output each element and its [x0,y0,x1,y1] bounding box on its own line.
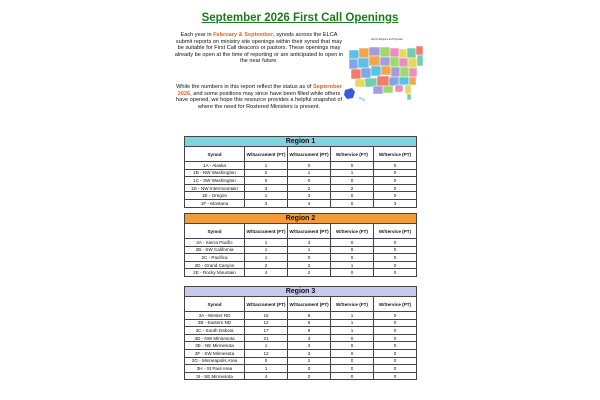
synod-shape [365,78,377,87]
synod-shape [417,55,423,66]
count-cell: 2 [331,184,374,192]
synod-name-cell: 1A - Alaska [185,162,245,170]
synod-shape [380,47,390,57]
count-cell: 0 [245,177,288,185]
table-row [185,334,417,342]
count-cell: 0 [331,177,374,185]
count-cell: 1 [245,192,288,200]
count-cell: 0 [331,349,374,357]
table-row [185,269,417,277]
column-header-wsacrament-pt: W/Sacrament (PT) [288,224,331,239]
count-cell: 0 [374,349,417,357]
intro-text: , and some positions may since have been filled while others have opened, we hope this resource provides a helpful snapshot of where the need for Rostered Ministers is present. [175,90,343,110]
synod-shape [407,94,411,100]
synod-name-cell: 1E - Oregon [185,192,245,200]
count-cell: 0 [331,192,374,200]
column-header-wsacrament-pt: W/Sacrament (PT) [288,147,331,162]
synod-shape [407,48,416,58]
count-cell: 0 [374,169,417,177]
count-cell: 0 [331,246,374,254]
region-2-table [184,213,417,277]
count-cell: 4 [245,372,288,380]
count-cell: 3 [288,239,331,247]
column-header-wservice-ft: W/Service (FT) [331,224,374,239]
table-row [185,239,417,247]
count-cell: 3 [288,192,331,200]
intro-text: While the numbers in this report reflect the status as of [176,84,313,90]
count-cell: 0 [374,239,417,247]
count-cell: 0 [374,319,417,327]
region-title: Region 3 [185,287,417,297]
count-cell: 0 [288,177,331,185]
count-cell: 0 [374,312,417,320]
synod-shape [355,79,365,87]
count-cell: 0 [374,327,417,335]
synod-shape [349,50,359,59]
synod-shape [390,57,399,67]
column-header-synod: Synod [185,147,245,162]
intro-paragraph-1 [174,32,344,65]
count-cell: 0 [331,357,374,365]
synod-name-cell: 3G - Minneapolis Area [185,357,245,365]
synod-name-cell: 2C - Pacifica [185,254,245,262]
count-cell: 0 [331,372,374,380]
count-cell: 0 [374,342,417,350]
synod-name-cell: 2E - Rocky Mountain [185,269,245,277]
count-cell: 1 [288,169,331,177]
count-cell: 1 [245,246,288,254]
map-regions [344,46,423,101]
count-cell: 2 [288,357,331,365]
table-row [185,327,417,335]
table-row [185,199,417,207]
count-cell: 12 [245,319,288,327]
table-row [185,312,417,320]
column-header-wsacrament-ft: W/Sacrament (FT) [245,297,288,312]
synod-shape [405,85,411,94]
column-header-wservice-pt: W/Service (PT) [374,224,417,239]
synod-name-cell: 1D - NW Intermountain [185,184,245,192]
count-cell: 1 [288,246,331,254]
count-cell: 0 [374,246,417,254]
count-cell: 1 [245,254,288,262]
count-cell: 4 [245,269,288,277]
synod-shape [383,86,393,93]
region-title: Region 1 [185,137,417,147]
count-cell: 3 [245,199,288,207]
synod-shape [390,48,399,57]
synod-shape [399,77,409,85]
synod-shape [351,69,361,79]
synod-shape [381,66,391,75]
synod-shape [389,77,399,86]
synod-shape [408,58,417,68]
column-header-wsacrament-ft: W/Sacrament (FT) [245,224,288,239]
count-cell: 2 [245,169,288,177]
column-header-synod: Synod [185,224,245,239]
count-cell: 0 [374,372,417,380]
count-cell: 2 [288,372,331,380]
synod-shape [359,48,369,58]
synod-name-cell: 3E - NE Minnesota [185,342,245,350]
count-cell: 4 [288,199,331,207]
table-row [185,342,417,350]
synod-shape [361,68,371,78]
count-cell: 0 [374,162,417,170]
count-cell: 3 [288,334,331,342]
synod-name-cell: 2B - SW California [185,246,245,254]
table-row [185,254,417,262]
synod-shape [369,47,380,56]
synod-name-cell: 3C - South Dakota [185,327,245,335]
table-row [185,372,417,380]
count-cell: 3 [374,199,417,207]
count-cell: 1 [245,342,288,350]
synod-shape [373,86,383,94]
synod-shape [395,85,403,92]
map-caption: ELCA Regions and Synods [371,38,403,41]
count-cell: 0 [288,162,331,170]
column-header-wsacrament-pt: W/Sacrament (PT) [288,297,331,312]
count-cell: 1 [331,261,374,269]
table-row [185,177,417,185]
count-cell: 0 [374,261,417,269]
region-3-rows [185,312,417,380]
count-cell: 2 [288,269,331,277]
column-header-wservice-pt: W/Service (PT) [374,147,417,162]
count-cell: 0 [331,365,374,373]
synod-name-cell: 3B - Eastern ND [185,319,245,327]
column-header-wservice-pt: W/Service (PT) [374,297,417,312]
count-cell: 0 [331,269,374,277]
alaska-shape [344,88,355,99]
count-cell: 0 [374,365,417,373]
table-row [185,192,417,200]
count-cell: 0 [245,357,288,365]
region-1-rows [185,162,417,208]
synod-shape [409,68,417,77]
count-cell: 8 [288,327,331,335]
hawaii-shape [359,97,361,99]
synod-name-cell: 2A - Sierra Pacific [185,239,245,247]
count-cell: 0 [331,239,374,247]
synod-shape [391,67,400,77]
count-cell: 1 [245,239,288,247]
table-row [185,169,417,177]
synod-shape [409,77,416,85]
synod-name-cell: 3F - SW Minnesota [185,349,245,357]
count-cell: 1 [331,169,374,177]
count-cell: 0 [331,342,374,350]
count-cell: 1 [245,365,288,373]
column-header-wsacrament-ft: W/Sacrament (FT) [245,147,288,162]
count-cell: 1 [331,312,374,320]
count-cell: 0 [288,254,331,262]
table-row [185,319,417,327]
count-cell: 1 [245,162,288,170]
count-cell: 3 [288,342,331,350]
hawaii-shape [361,98,363,100]
synod-shape [399,58,408,67]
count-cell: 0 [374,334,417,342]
table-row [185,184,417,192]
synod-shape [349,59,358,69]
column-header-synod: Synod [185,297,245,312]
synod-shape [371,66,381,76]
count-cell: 0 [331,334,374,342]
count-cell: 21 [245,334,288,342]
count-cell: 2 [288,184,331,192]
synod-name-cell: 3D - NW Minnesota [185,334,245,342]
table-row [185,357,417,365]
synod-name-cell: 3H - St Paul Area [185,365,245,373]
table-row [185,261,417,269]
count-cell: 2 [288,261,331,269]
intro-text: , synods across the ELCA submit reports on ministry site openings within their synod that may be suitable for First Call deacons or pastors. These openings may already be open at the time of reporting or are anticipated to open in the near future. [174,32,344,65]
hawaii-shape [363,99,365,101]
table-row [185,162,417,170]
count-cell: 0 [374,184,417,192]
intro-highlight: September 2026 [177,84,342,97]
synod-name-cell: 3A - Wester ND [185,312,245,320]
region-3-table [184,286,417,380]
intro-paragraph-2 [174,84,344,110]
count-cell: 8 [288,312,331,320]
synod-shape [399,49,407,58]
count-cell: 3 [288,349,331,357]
synod-name-cell: 3I - SE Minnesota [185,372,245,380]
synod-shape [358,58,369,68]
synod-shape [416,46,423,55]
region-title: Region 2 [185,214,417,224]
count-cell: 2 [245,261,288,269]
synod-name-cell: 2D - Grand Canyon [185,261,245,269]
column-header-wservice-ft: W/Service (FT) [331,297,374,312]
synod-name-cell: 1C - SW Washington [185,177,245,185]
page-title: September 2026 First Call Openings [201,12,399,24]
count-cell: 1 [331,319,374,327]
synod-name-cell: 1F - Montana [185,199,245,207]
table-row [185,246,417,254]
count-cell: 17 [245,327,288,335]
intro-text: Each year in [180,32,214,38]
intro-highlight: February & September [213,32,274,38]
region-2-rows [185,239,417,277]
count-cell: 3 [245,184,288,192]
count-cell: 0 [374,254,417,262]
table-row [185,365,417,373]
count-cell: 0 [374,177,417,185]
count-cell: 0 [374,269,417,277]
synod-shape [377,76,389,86]
count-cell: 0 [374,192,417,200]
count-cell: 1 [331,327,374,335]
count-cell: 15 [245,312,288,320]
count-cell: 12 [245,349,288,357]
count-cell: 0 [331,162,374,170]
count-cell: 0 [331,199,374,207]
count-cell: 5 [288,319,331,327]
column-header-wservice-ft: W/Service (FT) [331,147,374,162]
document-page [160,0,440,400]
count-cell: 0 [288,365,331,373]
synod-name-cell: 1B - NW Washington [185,169,245,177]
synod-shape [369,56,380,66]
count-cell: 0 [331,254,374,262]
us-synod-map [343,36,429,106]
synod-shape [380,57,390,66]
count-cell: 0 [374,357,417,365]
synod-shape [400,67,409,77]
region-1-table [184,136,417,208]
table-row [185,349,417,357]
